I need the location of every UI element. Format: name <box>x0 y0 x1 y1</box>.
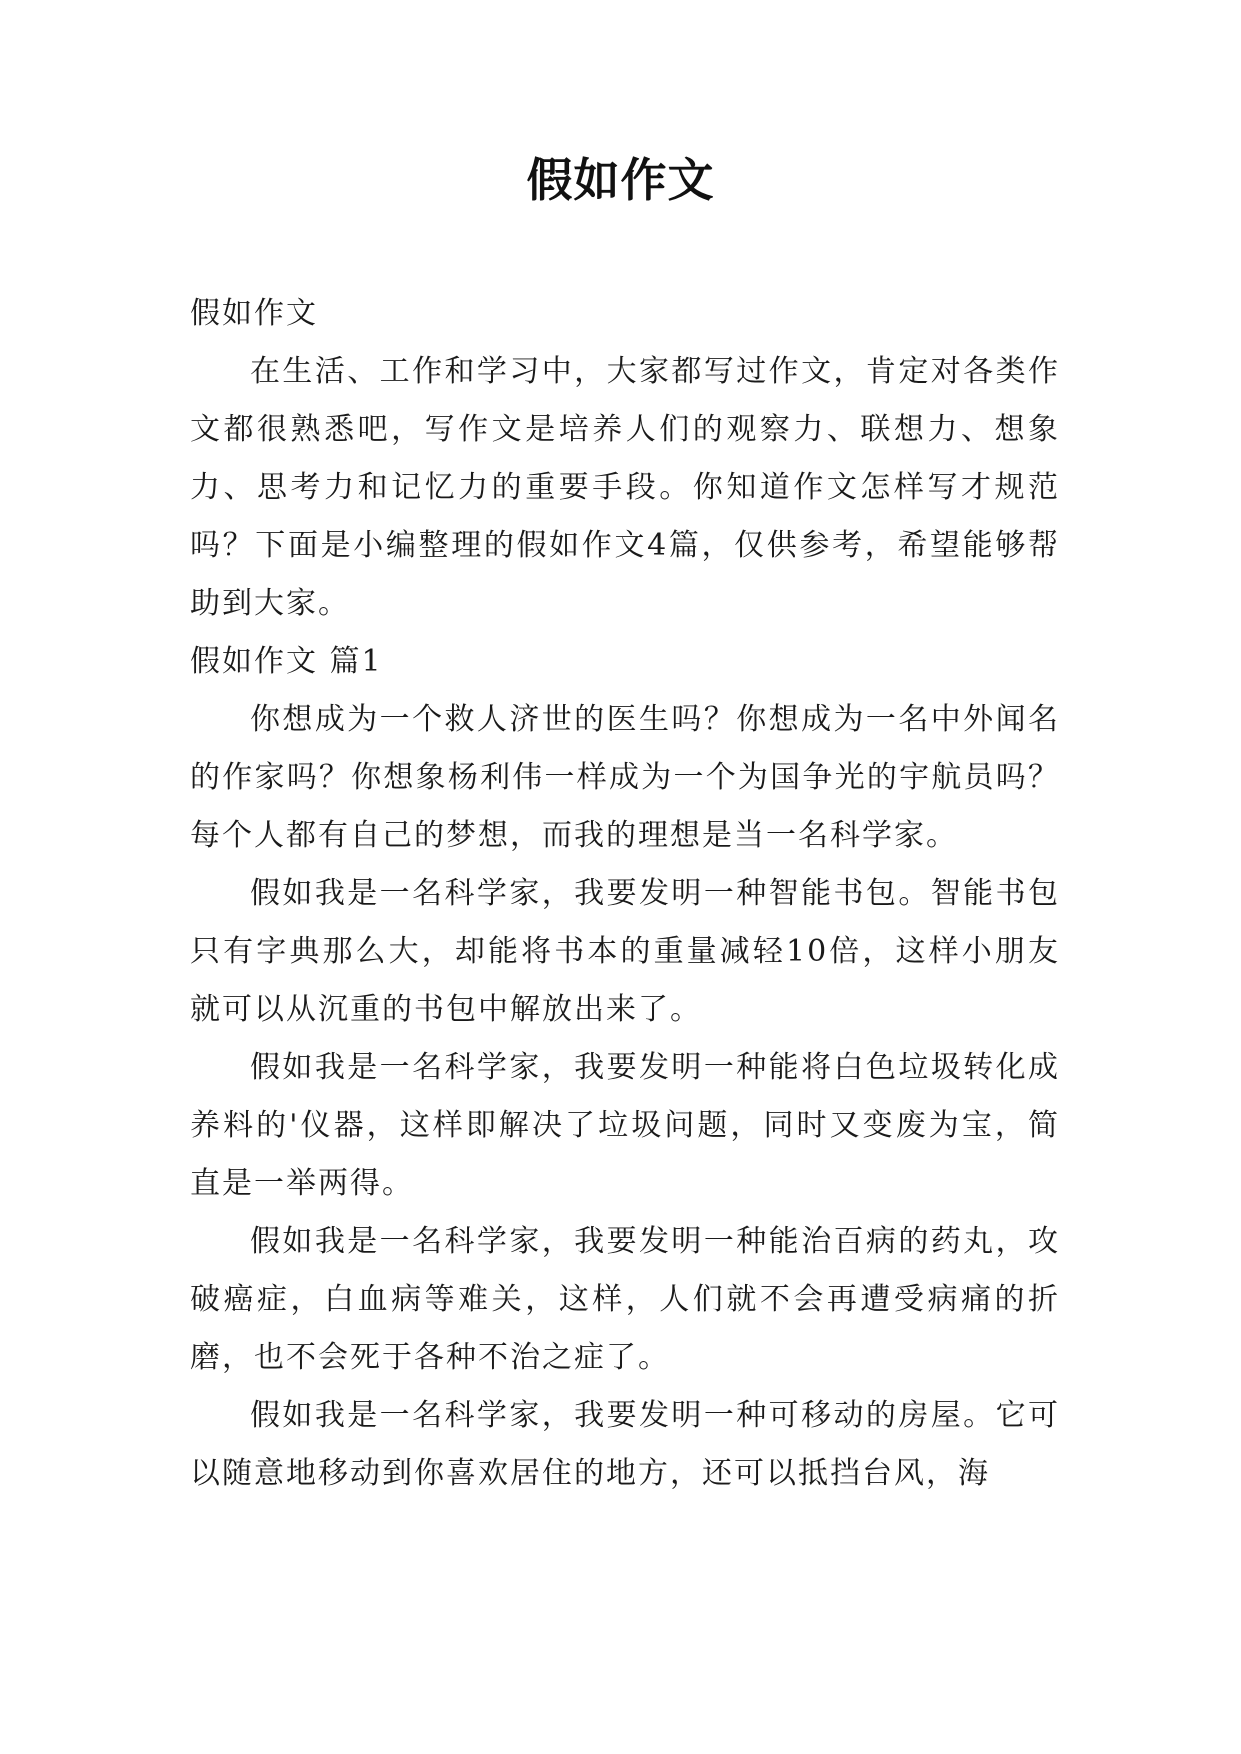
essay-paragraph: 假如我是一名科学家，我要发明一种能治百病的药丸，攻破癌症，白血病等难关，这样，人们就不会再遭受病痛的折磨，也不会死于各种不治之症了。 <box>190 1224 1060 1375</box>
essay-paragraph: 你想成为一个救人济世的医生吗？你想成为一名中外闻名的作家吗？你想象杨利伟一样成为一个为国争光的宇航员吗？每个人都有自己的梦想，而我的理想是当一名科学家。 <box>190 702 1060 853</box>
essay-paragraph: 假如我是一名科学家，我要发明一种可移动的房屋。它可以随意地移动到你喜欢居住的地方，还可以抵挡台风，海 <box>190 1398 1060 1491</box>
essay-heading: 假如作文 篇1 <box>190 644 383 679</box>
section-heading: 假如作文 <box>190 296 318 331</box>
essay-paragraph: 假如我是一名科学家，我要发明一种智能书包。智能书包只有字典那么大，却能将书本的重量减轻10倍，这样小朋友就可以从沉重的书包中解放出来了。 <box>190 876 1060 1027</box>
intro-paragraph: 在生活、工作和学习中，大家都写过作文，肯定对各类作文都很熟悉吧，写作文是培养人们的观察力、联想力、想象力、思考力和记忆力的重要手段。你知道作文怎样写才规范吗？下面是小编整理的假如作文4篇，仅供参考，希望能够帮助到大家。 <box>190 354 1060 621</box>
document-title: 假如作文 <box>526 153 715 207</box>
document-body <box>190 285 1060 1503</box>
essay-paragraph: 假如我是一名科学家，我要发明一种能将白色垃圾转化成养料的'仪器，这样即解决了垃圾问题，同时又变废为宝，简直是一举两得。 <box>190 1050 1060 1201</box>
